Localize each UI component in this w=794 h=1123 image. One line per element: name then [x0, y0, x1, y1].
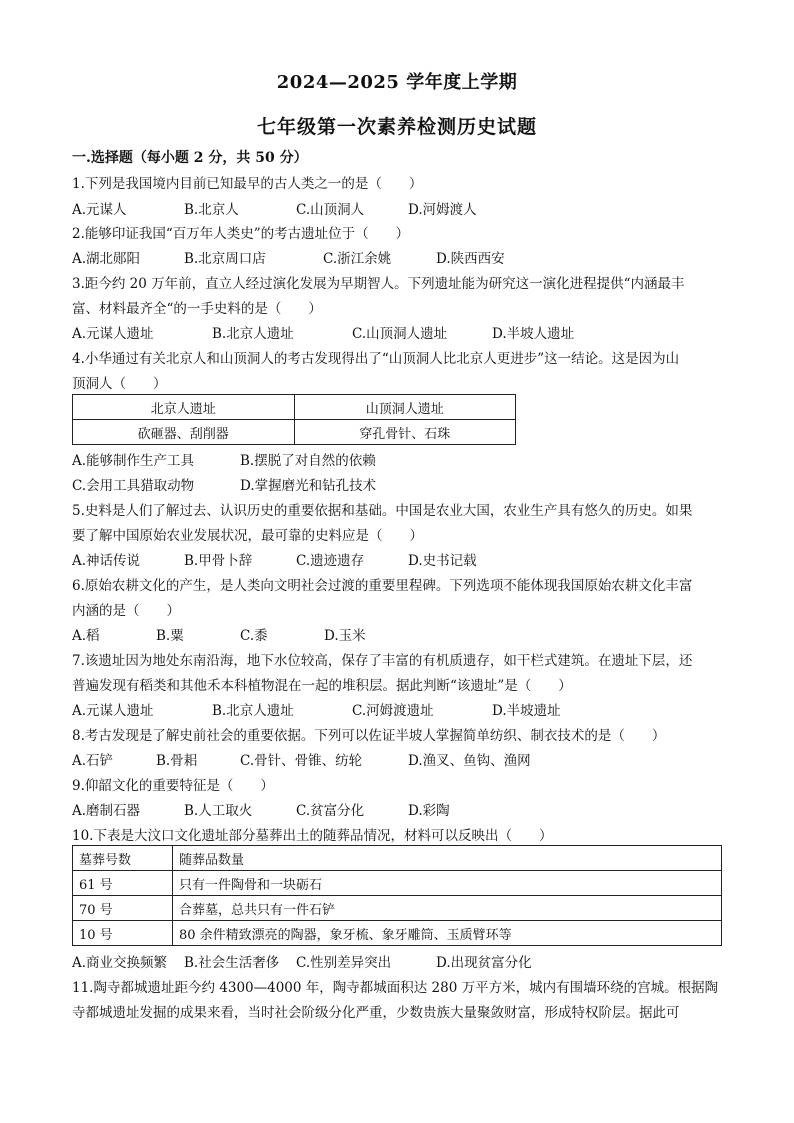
- question-4-stem: 4.小华通过有关北京人和山顶洞人的考古发现得出了“山顶洞人比北京人更进步”这一结论。这是因为山: [72, 351, 680, 367]
- table-cell: 只有一件陶骨和一块砺石: [173, 871, 722, 896]
- q10-option-c: C.性别差异突出: [296, 955, 392, 971]
- table-cell: 10 号: [73, 921, 173, 946]
- q7-option-a: A.元谋人遗址: [72, 703, 154, 719]
- q4-option-d: D.掌握磨光和钻孔技术: [240, 478, 377, 494]
- table-row: [73, 921, 722, 946]
- question-8-stem: 8.考古发现是了解史前社会的重要依据。下列可以佐证半坡人掌握简单纺织、制衣技术的是（ ）: [72, 728, 666, 744]
- q9-option-d: D.彩陶: [408, 803, 450, 819]
- question-10-stem: 10.下表是大汶口文化遗址部分墓葬出土的随葬品情况，材料可以反映出（ ）: [72, 828, 553, 844]
- question-9-stem: 9.仰韶文化的重要特征是（ ）: [72, 778, 274, 794]
- table-header-cell: 北京人遗址: [73, 395, 295, 420]
- question-7-stem-cont: 普遍发现有稻类和其他禾本科植物混在一起的堆积层。据此判断“该遗址”是（ ）: [72, 678, 572, 694]
- exam-title: 七年级第一次素养检测历史试题: [256, 116, 537, 138]
- table-cell: 70 号: [73, 896, 173, 921]
- table-cell: 砍砸器、刮削器: [73, 420, 295, 445]
- q8-option-b: B.骨耜: [156, 753, 198, 769]
- q4-option-b: B.摆脱了对自然的依赖: [240, 453, 376, 469]
- q8-option-a: A.石铲: [72, 753, 114, 769]
- question-5-stem-cont: 要了解中国原始农业发展状况，最可靠的史料应是（ ）: [72, 528, 423, 544]
- table-header-cell: 墓葬号数: [73, 846, 173, 871]
- q5-option-b: B.甲骨卜辞: [184, 553, 253, 569]
- q4-option-c: C.会用工具猎取动物: [72, 478, 195, 494]
- question-4-stem-cont: 顶洞人（ ）: [72, 376, 167, 392]
- q7-option-d: D.半坡遗址: [492, 703, 561, 719]
- table-row: [73, 896, 722, 921]
- q1-option-c: C.山顶洞人: [296, 202, 365, 218]
- q3-option-a: A.元谋人遗址: [72, 326, 154, 342]
- question-6-stem: 6.原始农耕文化的产生，是人类向文明社会过渡的重要里程碑。下列选项不能体现我国原始农耕文化丰富: [72, 578, 693, 594]
- table-header-row: [73, 846, 722, 871]
- table-header-cell: 山顶洞人遗址: [294, 395, 516, 420]
- table-header-cell: 随葬品数量: [173, 846, 722, 871]
- q6-option-d: D.玉米: [324, 628, 366, 644]
- question-3-stem-cont: 富、材料最齐全“的一手史料的是（ ）: [72, 301, 322, 317]
- q5-option-c: C.遗迹遗存: [296, 553, 365, 569]
- q9-option-c: C.贫富分化: [296, 803, 365, 819]
- q2-option-c: C.浙江余姚: [323, 251, 392, 267]
- question-5-stem: 5.史料是人们了解过去、认识历史的重要依据和基础。中国是农业大国，农业生产具有悠久的历史。如果: [72, 503, 693, 519]
- question-6-stem-cont: 内涵的是（ ）: [72, 603, 180, 619]
- q9-option-a: A.磨制石器: [72, 803, 141, 819]
- table-cell: 80 余件精致漂亮的陶器，象牙梳、象牙雕筒、玉质臂环等: [173, 921, 722, 946]
- table-cell: 穿孔骨针、石珠: [294, 420, 516, 445]
- q7-option-b: B.北京人遗址: [212, 703, 294, 719]
- q6-option-a: A.稻: [72, 628, 100, 644]
- q4-option-a: A.能够制作生产工具: [72, 453, 195, 469]
- q3-option-c: C.山顶洞人遗址: [352, 326, 448, 342]
- table-row: [73, 871, 722, 896]
- q2-option-d: D.陕西西安: [436, 251, 505, 267]
- question-3-stem: 3.距今约 20 万年前，直立人经过演化发展为早期智人。下列遗址能为研究这一演化进程提供“内涵最丰: [72, 276, 685, 292]
- q2-option-b: B.北京周口店: [184, 251, 266, 267]
- q1-option-d: D.河姆渡人: [408, 202, 477, 218]
- q8-option-d: D.渔叉、鱼钩、渔网: [408, 753, 531, 769]
- question-11-stem: 11.陶寺都城遗址距今约 4300—4000 年，陶寺都城面积达 280 万平方米，城内有围墙环绕的宫城。根据陶: [72, 980, 719, 996]
- q1-option-b: B.北京人: [184, 202, 239, 218]
- question-1-stem: 1.下列是我国境内目前已知最早的古人类之一的是（ ）: [72, 176, 423, 192]
- q1-option-a: A.元谋人: [72, 202, 127, 218]
- table-row: [73, 420, 516, 445]
- exam-title-year: 2024—2025 学年度上学期: [276, 72, 518, 93]
- q6-option-b: B.粟: [156, 628, 184, 644]
- q3-option-b: B.北京人遗址: [212, 326, 294, 342]
- q9-option-b: B.人工取火: [184, 803, 253, 819]
- q2-option-a: A.湖北郧阳: [72, 251, 141, 267]
- q10-option-b: B.社会生活奢侈: [184, 955, 280, 971]
- q6-option-c: C.黍: [240, 628, 268, 644]
- question-11-stem-cont: 寺都城遗址发掘的成果来看，当时社会阶级分化严重，少数贵族大量聚敛财富，形成特权阶层。据此可: [72, 1005, 680, 1021]
- question-2-stem: 2.能够印证我国“百万年人类史”的考古遗址位于（ ）: [72, 226, 410, 242]
- q5-option-a: A.神话传说: [72, 553, 141, 569]
- table-cell: 61 号: [73, 871, 173, 896]
- q3-option-d: D.半坡人遗址: [492, 326, 575, 342]
- table-header-row: [73, 395, 516, 420]
- table-cell: 合葬墓，总共只有一件石铲: [173, 896, 722, 921]
- q8-option-c: C.骨针、骨锥、纺轮: [240, 753, 363, 769]
- question-7-stem: 7.该遗址因为地处东南沿海，地下水位较高，保存了丰富的有机质遗存，如干栏式建筑。在遗址下层，还: [72, 653, 693, 669]
- q10-option-a: A.商业交换频繁: [72, 955, 168, 971]
- q10-burial-table: [72, 845, 722, 946]
- q5-option-d: D.史书记载: [408, 553, 477, 569]
- q4-comparison-table: [72, 394, 516, 445]
- q7-option-c: C.河姆渡遗址: [352, 703, 434, 719]
- section-heading: 一.选择题（每小题 2 分，共 50 分）: [72, 150, 308, 166]
- q10-option-d: D.出现贫富分化: [436, 955, 532, 971]
